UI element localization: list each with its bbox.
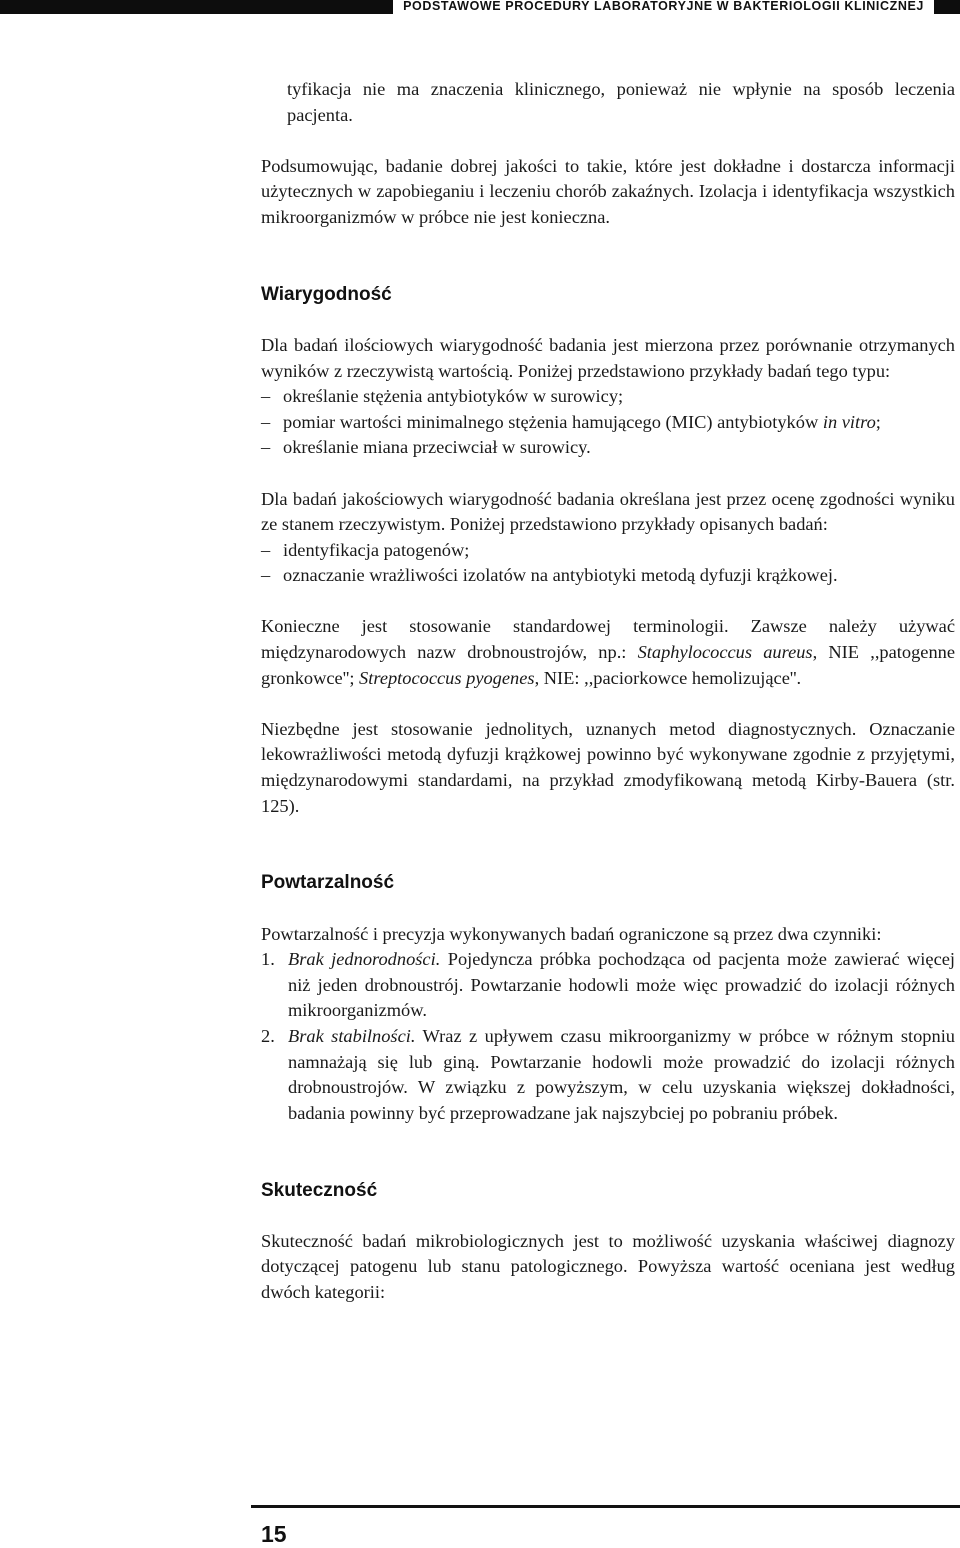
page-number: 15 <box>261 1521 287 1547</box>
numbered-list-item: 2. Brak stabilności. Wraz z upływem czasu mikroorganizmy w próbce w różnym stopniu namnażają się lub giną. Powtarzanie hodowli może prowadzić do izolacji różnych drobnoustrojów. W związku z powyższym, w celu uzyskania większej dokładności, badania powinny być przeprowadzane jak najszybciej po pobraniu próbek. <box>261 1025 956 1123</box>
section-heading-skutecznosc: Skuteczność <box>261 1179 378 1201</box>
quant-list-item: – określanie miana przeciwciał w surowicy. <box>261 435 955 461</box>
numbered-list-item: 1. Brak jednorodności. Pojedyncza próbka pochodząca od pacjenta może zawierać więcej niż jeden drobnoustrój. Powtarzanie hodowli może więc prowadzić do izolacji różnych mikroorganizmów. <box>261 949 955 1021</box>
intro-paragraph-1: tyfikacja nie ma znaczenia klinicznego, ponieważ nie wpłynie na sposób leczenia pacjenta. <box>287 79 955 125</box>
section-heading-powtarzalnosc: Powtarzalność <box>261 872 395 894</box>
powtarzalnosc-paragraph-1: Powtarzalność i precyzja wykonywanych badań ograniczone są przez dwa czynniki: <box>261 923 882 944</box>
quant-list-item: – określanie stężenia antybiotyków w surowicy; <box>261 384 955 410</box>
wiarygodnosc-paragraph-1: Dla badań ilościowych wiarygodność badania jest mierzona przez porównanie otrzymanych wyników z rzeczywistą wartością. Poniżej przedstawiono przykłady badań tego typu: <box>261 334 955 381</box>
footer-rule <box>251 1505 960 1508</box>
qual-list-item: – oznaczanie wrażliwości izolatów na antybiotyki metodą dyfuzji krążkowej. <box>261 563 955 589</box>
wiarygodnosc-paragraph-2: Dla badań jakościowych wiarygodność badania określana jest przez ocenę zgodności wyniku ze stanem rzeczywistym. Poniżej przedstawiono przykłady opisanych badań: <box>261 488 955 535</box>
running-header: PODSTAWOWE PROCEDURY LABORATORYJNE W BAKTERIOLOGII KLINICZNEJ <box>393 0 934 14</box>
qual-list-item: – identyfikacja patogenów; <box>261 538 955 564</box>
intro-paragraph-2: Podsumowując, badanie dobrej jakości to takie, które jest dokładne i dostarcza informacji użytecznych w zapobieganiu i leczeniu chorób zakaźnych. Izolacja i identyfikacja wszystkich mikroorganizmów w próbce nie jest konieczna. <box>261 155 955 227</box>
section-heading-wiarygodnosc: Wiarygodność <box>261 283 392 305</box>
quant-list-item: – pomiar wartości minimalnego stężenia hamującego (MIC) antybiotyków in vitro; <box>261 410 955 436</box>
methods-paragraph: Niezbędne jest stosowanie jednolitych, uznanych metod diagnostycznych. Oznaczanie lekowrażliwości metodą dyfuzji krążkowej powinno być wykonywane zgodnie z przyjętymi, międzynarodowymi standardami, na przykład zmodyfikowaną metodą Kirby-Bauera (str. 125). <box>261 718 955 816</box>
terminology-paragraph: Konieczne jest stosowanie standardowej terminologii. Zawsze należy używać międzynarodowych nazw drobnoustrojów, np.: Staphylococcus aureus, NIE ,,patogenne gronkowce''; Streptococcus pyogenes, NIE: ,,paciorkowce hemolizujące''. <box>261 616 956 688</box>
skutecznosc-paragraph-1: Skuteczność badań mikrobiologicznych jest to możliwość uzyskania właściwej diagnozy dotyczącej patogenu lub stanu patologicznego. Powyższa wartość oceniana jest według dwóch kategorii: <box>261 1230 955 1302</box>
page-body <box>261 77 955 1306</box>
